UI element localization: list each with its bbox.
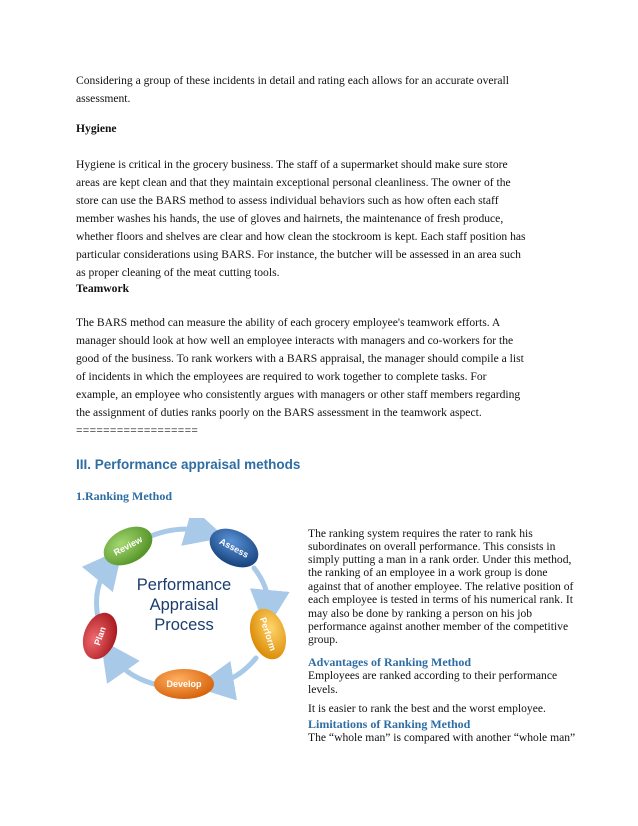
advantages-line: Employees are ranked according to their performance bbox=[308, 669, 558, 682]
teamwork-heading: Teamwork bbox=[76, 282, 130, 295]
diagram-title-line: Performance bbox=[136, 576, 232, 594]
limitations-line: The “whole man” is compared with another “whole man” bbox=[308, 731, 576, 744]
intro-line-2: assessment. bbox=[76, 92, 131, 105]
step-review-label: Review bbox=[111, 534, 145, 558]
diagram-title-line: Appraisal bbox=[149, 596, 219, 614]
advantages-line: levels. bbox=[308, 683, 338, 696]
limitations-heading: Limitations of Ranking Method bbox=[308, 717, 471, 731]
ranking-description-line: the ranking of an employee in a work group is done bbox=[308, 566, 548, 579]
separator-line: ================== bbox=[76, 425, 199, 437]
hygiene-line: store can use the BARS method to assess individual behaviors such as how often each staff bbox=[76, 194, 499, 207]
hygiene-line: particular considerations using BARS. For instance, the butcher will be assessed in an area such bbox=[76, 248, 521, 261]
hygiene-line: Hygiene is critical in the grocery business. The staff of a supermarket should make sure store bbox=[76, 158, 508, 171]
hygiene-line: as proper cleaning of the meat cutting tools. bbox=[76, 266, 280, 279]
hygiene-line: member washes his hands, the use of gloves and hairnets, the maintenance of fresh produce, bbox=[76, 212, 504, 225]
intro-line-1: Considering a group of these incidents in detail and rating each allows for an accurate overall bbox=[76, 74, 509, 87]
step-plan bbox=[78, 608, 123, 664]
teamwork-line: of incidents in which the employees are required to work together to complete tasks. For bbox=[76, 370, 487, 383]
teamwork-line: manager should look at how well an employee interacts with managers and co-workers for the bbox=[76, 334, 514, 347]
section-title: III. Performance appraisal methods bbox=[76, 457, 301, 472]
ranking-description-line: each employee is tested in terms of his numerical rank. It bbox=[308, 593, 573, 606]
step-perform bbox=[244, 604, 290, 664]
teamwork-line: the assignment of duties ranks poorly on the BARS assessment in the teamwork aspect. bbox=[76, 406, 482, 419]
ranking-description-line: performance against another member of the competitive bbox=[308, 620, 569, 633]
advantages-line: It is easier to rank the best and the worst employee. bbox=[308, 702, 546, 715]
teamwork-line: good of the business. To rank workers with a BARS appraisal, the manager should compile a list bbox=[76, 352, 524, 365]
step-assess-label: Assess bbox=[217, 536, 251, 560]
teamwork-line: The BARS method can measure the ability of each grocery employee's teamwork efforts. A bbox=[76, 316, 501, 329]
teamwork-line: example, an employee who consistently argues with managers or other staff members regarding bbox=[76, 388, 521, 401]
ranking-description-line: simply putting a man in a rank order. Under this method, bbox=[308, 553, 572, 566]
hygiene-line: whether floors and shelves are clear and how clean the stockroom is kept. Each staff position has bbox=[76, 230, 526, 243]
ranking-description-line: subordinates on overall performance. This consists in bbox=[308, 540, 556, 553]
ranking-description-line: may also be done by ranking a person on his job bbox=[308, 607, 533, 620]
ranking-description-line: The ranking system requires the rater to rank his bbox=[308, 527, 533, 540]
subsection-title: 1.Ranking Method bbox=[76, 489, 173, 503]
performance-appraisal-diagram bbox=[78, 518, 290, 700]
ranking-description-line: group. bbox=[308, 633, 338, 646]
step-develop bbox=[154, 669, 214, 699]
hygiene-heading: Hygiene bbox=[76, 122, 117, 135]
advantages-heading: Advantages of Ranking Method bbox=[308, 655, 472, 669]
ranking-description-line: against that of another employee. The relative position of bbox=[308, 580, 574, 593]
diagram-title bbox=[137, 576, 231, 634]
step-develop-label: Develop bbox=[166, 679, 202, 689]
step-plan-label: Plan bbox=[92, 625, 108, 647]
step-perform-label: Perform bbox=[257, 616, 279, 652]
diagram-title-line: Process bbox=[154, 616, 214, 634]
hygiene-line: areas are kept clean and that they maintain exceptional personal cleanliness. The owner of the bbox=[76, 176, 511, 189]
